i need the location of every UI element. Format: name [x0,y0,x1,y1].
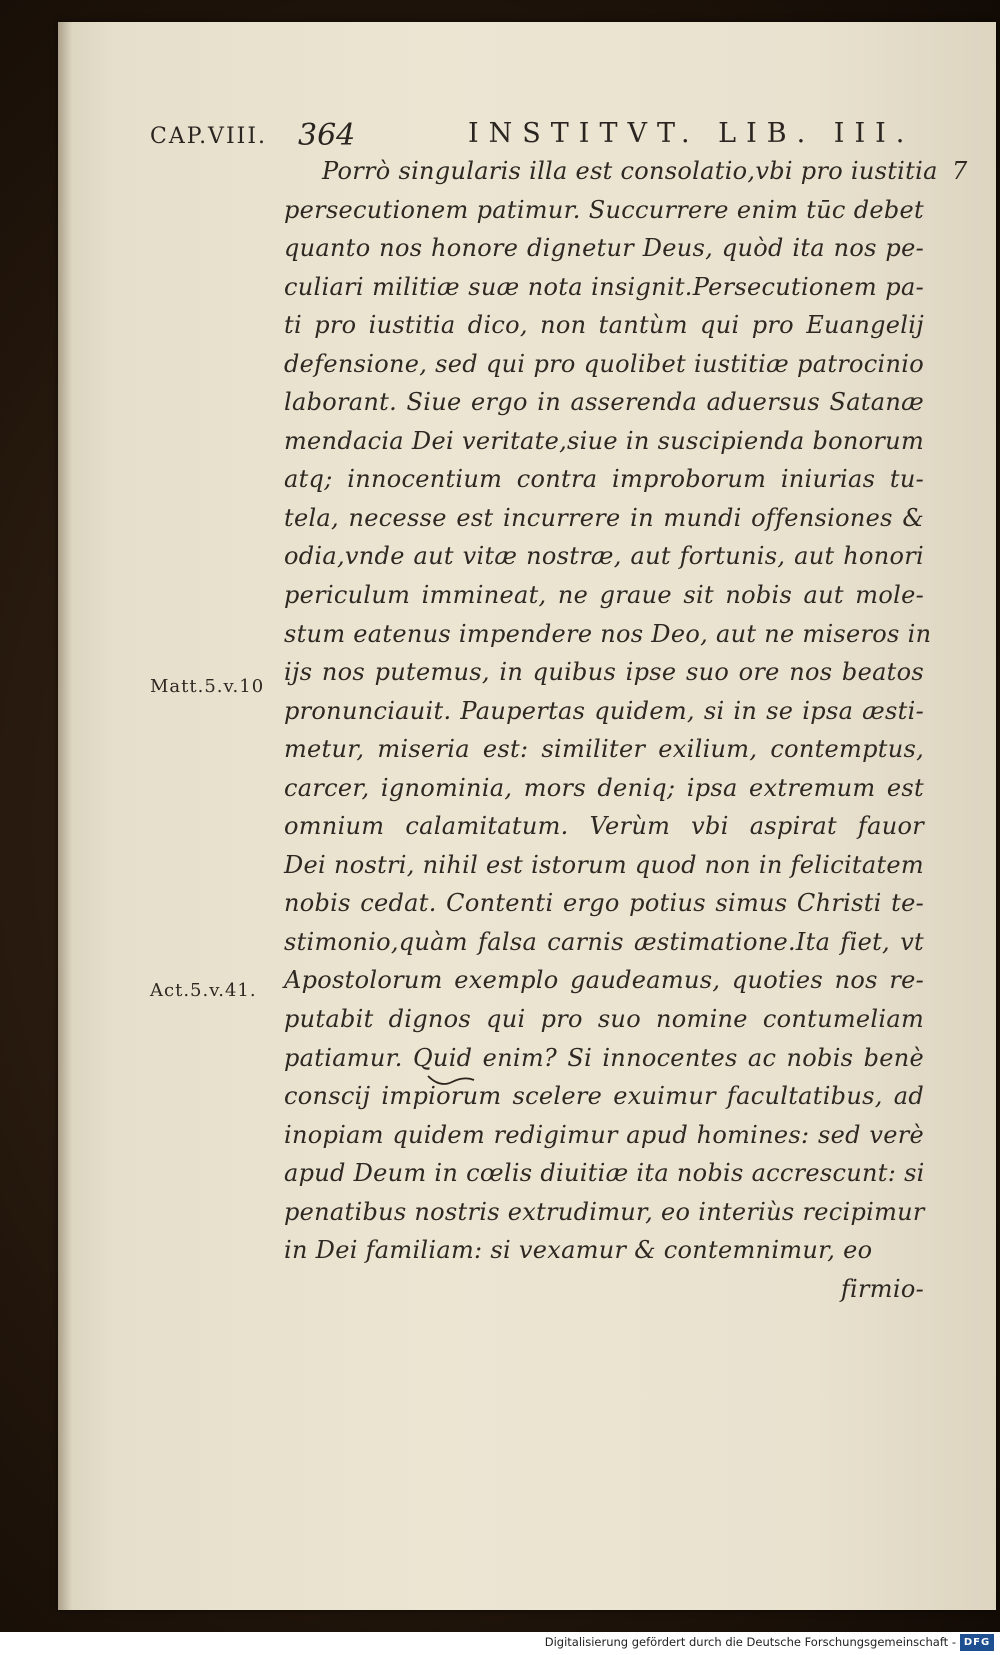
funding-credit: Digitalisierung gefördert durch die Deutsche Forschungsgemeinschaft - [544,1635,956,1649]
text-line: in Dei familiam: si vexamur & contemnimur, eo [284,1236,873,1265]
marginal-reference: Act.5.v.41. [150,980,257,1001]
text-line: conscij impiorum scelere exuimur facultatibus, ad [284,1082,924,1111]
text-line: carcer, ignominia, mors deniq; ipsa extremum est [284,773,924,802]
text-line: omnium calamitatum. Verùm vbi aspirat fauor [284,812,924,841]
text-line: laborant. Siue ergo in asserenda aduersus Satanæ [284,388,924,417]
text-line: mendacia Dei veritate,siue in suscipienda bonorum [284,426,924,455]
chapter-label: CAP.VIII. [150,124,268,149]
text-line: atq; innocentium contra improborum iniurias tu- [284,465,924,494]
text-line: apud Deum in cœlis diuitiæ ita nobis accrescunt: si [284,1159,925,1188]
book-title: INSTITVT. LIB. III. [468,118,915,149]
footer-bar [0,1632,1000,1655]
page-gutter-shadow [58,22,72,1610]
text-line: persecutionem patimur. Succurrere enim tūc debet [284,195,924,224]
text-line: ti pro iustitia dico, non tantùm qui pro Euangelij [284,311,924,340]
handwritten-underline-mark [426,1070,476,1090]
marginal-reference: Matt.5.v.10 [150,676,265,697]
text-line: putabit dignos qui pro suo nomine contumeliam [284,1005,924,1034]
text-line: pronunciauit. Paupertas quidem, si in se ipsa æsti- [284,696,924,725]
text-line: stum eatenus impendere nos Deo, aut ne miseros in [284,619,932,648]
text-line: quanto nos honore dignetur Deus, quòd ita nos pe- [284,234,924,263]
text-line: nobis cedat. Contenti ergo potius simus Christi te- [284,889,924,918]
catchword: firmio- [840,1274,924,1303]
text-line: penatibus nostris extrudimur, eo interiùs recipimur [284,1197,925,1226]
text-line: stimonio,quàm falsa carnis æstimatione.Ita fiet, vt [284,927,924,956]
text-line: Dei nostri, nihil est istorum quod non in felicitatem [284,850,924,879]
text-line: metur, miseria est: similiter exilium, contemptus, [284,735,924,764]
body-text [284,152,938,1308]
text-line: culiari militiæ suæ nota insignit.Persecutionem pa- [284,272,924,301]
page-number: 364 [298,118,356,153]
text-line: periculum immineat, ne graue sit nobis aut mole- [284,581,924,610]
text-line: inopiam quidem redigimur apud homines: sed verè [284,1120,924,1149]
text-line: odia,vnde aut vitæ nostræ, aut fortunis, aut honori [284,542,924,571]
text-line: Apostolorum exemplo gaudeamus, quoties nos re- [284,966,924,995]
text-line: patiamur. Quid enim? Si innocentes ac nobis benè [284,1043,924,1072]
text-line: ijs nos putemus, in quibus ipse suo ore nos beatos [284,658,924,687]
text-line: defensione, sed qui pro quolibet iustitiæ patrocinio [284,349,924,378]
text-line: tela, necesse est incurrere in mundi offensiones & [284,503,924,532]
text-line: Porrò singularis illa est consolatio,vbi pro iustitia [322,157,938,185]
dfg-logo: DFG [960,1634,994,1651]
section-number: 7 [952,157,968,185]
